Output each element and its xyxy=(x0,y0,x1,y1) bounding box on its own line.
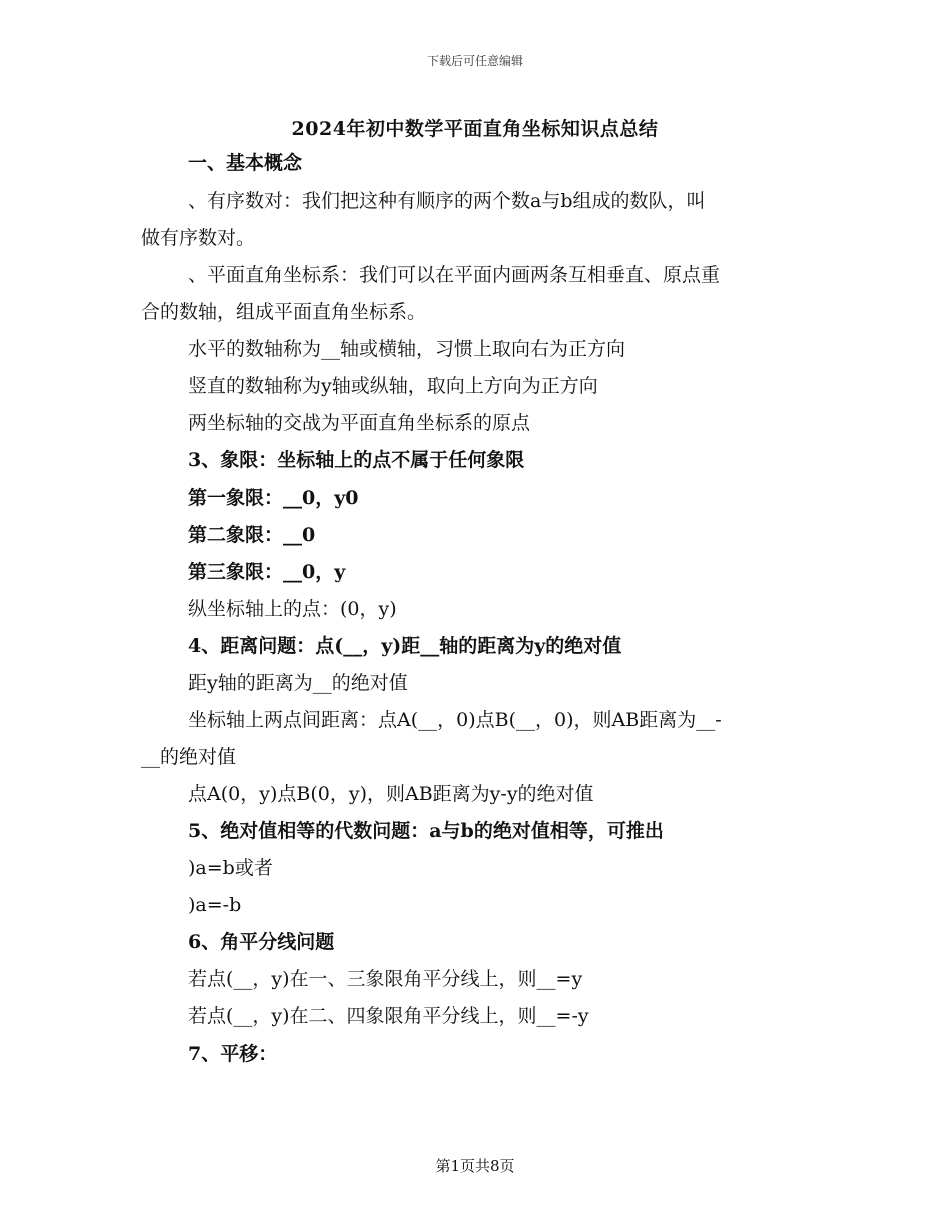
section-heading-quadrants: 3、象限：坐标轴上的点不属于任何象限 xyxy=(188,449,525,471)
paragraph-coordinate-system: 、平面直角坐标系：我们可以在平面内画两条互相垂直、原点重 xyxy=(188,264,721,286)
section-heading-translation: 7、平移： xyxy=(188,1043,278,1065)
text-distance-y-axis: 距y轴的距离为__的绝对值 xyxy=(188,672,408,694)
section-heading-absolute-value: 5、绝对值相等的代数问题：a与b的绝对值相等，可推出 xyxy=(188,820,664,842)
text-distance-two-points-x-cont: __的绝对值 xyxy=(141,746,237,768)
text-bisector-one-three: 若点(__，y)在一、三象限角平分线上，则__=y xyxy=(188,968,583,990)
text-distance-two-points-y: 点A(0，y)点B(0，y)，则AB距离为y-y的绝对值 xyxy=(188,783,594,805)
page-header-note: 下载后可任意编辑 xyxy=(426,54,523,68)
text-y-axis: 竖直的数轴称为y轴或纵轴，取向上方向为正方向 xyxy=(188,375,598,397)
text-bisector-two-four: 若点(__，y)在二、四象限角平分线上，则__=-y xyxy=(188,1005,589,1027)
text-case-a-equals-b: )a=b或者 xyxy=(188,857,273,879)
text-first-quadrant: 第一象限：__0，y0 xyxy=(188,487,359,509)
text-x-axis: 水平的数轴称为__轴或横轴，习惯上取向右为正方向 xyxy=(188,338,626,360)
paragraph-coordinate-system-cont: 合的数轴，组成平面直角坐标系。 xyxy=(141,301,427,323)
text-third-quadrant: 第三象限：__0，y xyxy=(188,561,346,583)
section-heading-basic-concepts: 一、基本概念 xyxy=(188,152,303,174)
text-second-quadrant: 第二象限：__0 xyxy=(188,524,316,546)
section-heading-angle-bisector: 6、角平分线问题 xyxy=(188,931,335,953)
text-vertical-axis-point: 纵坐标轴上的点：(0，y) xyxy=(188,598,397,620)
text-case-a-equals-neg-b: )a=-b xyxy=(188,894,242,916)
paragraph-ordered-pair: 、有序数对：我们把这种有顺序的两个数a与b组成的数队，叫 xyxy=(188,190,706,212)
text-distance-two-points-x: 坐标轴上两点间距离：点A(__，0)点B(__，0)，则AB距离为__- xyxy=(188,709,722,731)
section-heading-distance: 4、距离问题：点(__，y)距__轴的距离为y的绝对值 xyxy=(188,635,622,657)
document-title: 2024年初中数学平面直角坐标知识点总结 xyxy=(291,118,659,140)
text-origin: 两坐标轴的交战为平面直角坐标系的原点 xyxy=(188,412,531,434)
paragraph-ordered-pair-cont: 做有序数对。 xyxy=(141,227,256,249)
page-number-indicator: 第1页共8页 xyxy=(435,1157,515,1175)
